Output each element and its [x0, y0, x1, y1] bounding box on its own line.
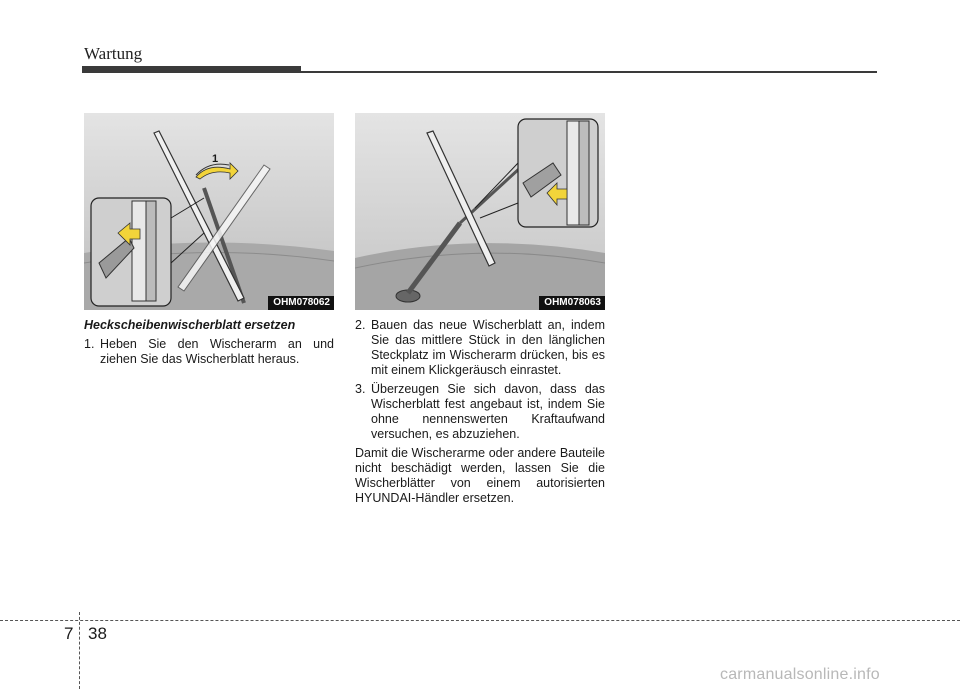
step-2 — [355, 318, 605, 378]
figure-code: OHM078063 — [539, 296, 605, 310]
footer-divider — [79, 612, 80, 689]
wiper-illustration-1 — [84, 113, 334, 310]
step-number: 1. — [84, 337, 95, 351]
figure-install-wiper-blade — [355, 113, 605, 310]
wiper-illustration-2 — [355, 113, 605, 310]
callout-number: 1 — [212, 153, 219, 165]
watermark: carmanualsonline.info — [720, 666, 880, 683]
figure-remove-wiper-blade — [84, 113, 334, 310]
step-1 — [84, 337, 334, 367]
step-3 — [355, 382, 605, 442]
section-title: Heckscheibenwischerblatt ersetzen — [84, 318, 296, 332]
step-text: Bauen das neue Wischerblatt an, indem Sie das mittlere Stück in den länglichen Steckplatz im Wischerarm drücken, bis es mit einem Klickgeräusch einrastet. — [371, 318, 605, 377]
footer-rule — [0, 620, 960, 621]
step-number: 2. — [355, 318, 366, 332]
step-text: Heben Sie den Wischerarm an und ziehen Sie das Wischerblatt heraus. — [100, 337, 334, 366]
text-column-right — [355, 318, 605, 506]
page-number: 38 — [88, 624, 107, 643]
header-title: Wartung — [84, 44, 143, 63]
step-number: 3. — [355, 382, 366, 396]
text-column-left — [84, 318, 334, 371]
step-text: Überzeugen Sie sich davon, dass das Wischerblatt fest angebaut ist, indem Sie ohne nennenswerten Kraftaufwand versuchen, es abzuziehen. — [371, 382, 605, 441]
figure-code: OHM078062 — [268, 296, 334, 310]
note-paragraph: Damit die Wischerarme oder andere Bauteile nicht beschädigt werden, lassen Sie die Wischerblätter von einem autorisierten HYUNDAI-Händler ersetzen. — [355, 446, 605, 505]
chapter-number: 7 — [64, 624, 74, 643]
header-rule — [82, 71, 877, 73]
